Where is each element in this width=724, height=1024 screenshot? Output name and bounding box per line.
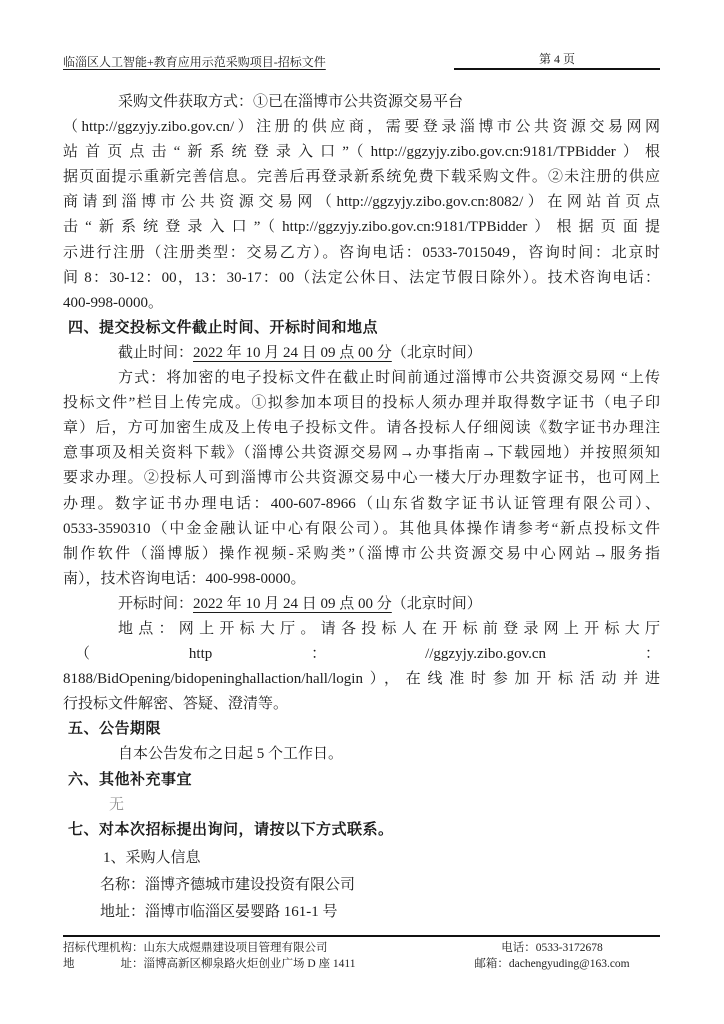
opening-hall-url-line (63, 642, 660, 667)
header-title: 临淄区人工智能+教育应用示范采购项目-招标文件 (63, 55, 326, 69)
opening-time-date: 2022 年 10 月 24 日 09 点 00 分 (193, 595, 392, 612)
section-6-heading: 六、其他补充事宜 (68, 771, 193, 788)
section-7-heading: 七、对本次招标提出询问，请按以下方式联系。 (68, 821, 394, 838)
url-colon: ： (311, 646, 327, 663)
method-line: 南），技术咨询电话：400-998-0000。 (63, 570, 306, 587)
method-line: 0533-3590310（中金金融认证中心有限公司）。其他具体操作请参考“新点投标文件 (63, 520, 660, 537)
method-line: 制作软件（淄博版）操作视频-采购类”（淄博市公共资源交易中心网站→服务指 (63, 545, 660, 562)
method-line: 章）后，方可加密生成及上传电子投标文件。请各投标人仔细阅读《数字证书办理注 (63, 420, 660, 437)
section-5-content: 自本公告发布之日起 5 个工作日。 (118, 746, 344, 763)
acquisition-line: 击“新系统登录入口”（http://ggzyjy.zibo.gov.cn:9181/TPBidder）根据页面提 (63, 219, 660, 236)
section-6-content: 无 (109, 796, 125, 813)
acquisition-line: 商请到淄博市公共资源交易网（http://ggzyjy.zibo.gov.cn:8082/）在网站首页点 (63, 194, 660, 211)
section-5-heading: 五、公告期限 (68, 721, 162, 738)
purchaser-info-title: 1、采购人信息 (103, 849, 201, 866)
url-scheme: http (188, 646, 213, 663)
document-body (63, 90, 660, 925)
acquisition-line: 据页面提示重新完善信息。完善后再登录新系统免费下载采购文件。②未注册的供应 (63, 169, 660, 186)
method-line: 意事项及相关资料下载》（淄博公共资源交易网→办事指南→下载园地）并按照须知 (63, 445, 660, 462)
closing-line: 行投标文件解密、答疑、澄清等。 (63, 696, 289, 713)
method-line: 办理。数字证书办理电话：400-607-8966（山东省数字证书认证管理有限公司）、 (63, 495, 660, 512)
opening-time-line (63, 592, 660, 617)
url-host: //ggzyjy.zibo.gov.cn (425, 646, 547, 663)
purchaser-address: 地址：淄博市临淄区晏婴路 161-1 号 (100, 904, 338, 920)
footer-email: 邮箱：dachengyuding@163.com (474, 958, 630, 970)
deadline-label: 截止时间： (118, 344, 194, 361)
method-line: 方式：将加密的电子投标文件在截止时间前通过淄博市公共资源交易网 “上传 (118, 370, 660, 387)
page-header (63, 52, 660, 70)
method-line: 要求办理。②投标人可到淄博市公共资源交易中心一楼大厅办理数字证书，也可网上 (63, 470, 660, 487)
acquisition-line: 间 8：30-12：00，13：30-17：00（法定公休日、法定节假日除外）。技术咨询电话： (63, 269, 660, 286)
location-line: 地点：网上开标大厅。请各投标人在开标前登录网上开标大厅 (118, 620, 660, 637)
acquisition-line: 400-998-0000。 (63, 294, 163, 311)
opening-time-timezone: （北京时间） (391, 595, 482, 612)
url-open-paren: （ (75, 646, 91, 663)
section-4-heading: 四、提交投标文件截止时间、开标时间和地点 (68, 319, 379, 336)
opening-time-label: 开标时间： (118, 595, 194, 612)
page-footer (63, 935, 660, 972)
deadline-timezone: （北京时间） (391, 344, 482, 361)
footer-agency: 招标代理机构：山东大成煜鼎建设项目管理有限公司 (63, 942, 328, 954)
acquisition-line: 采购文件获取方式：①已在淄博市公共资源交易平台 (118, 94, 464, 110)
page-number: 第 4 页 (454, 52, 660, 70)
deadline-date: 2022 年 10 月 24 日 09 点 00 分 (193, 344, 392, 361)
method-line: 投标文件”栏目上传完成。①拟参加本项目的投标人须办理并取得数字证书（电子印 (63, 395, 660, 412)
acquisition-line: （http://ggzyjy.zibo.gov.cn/）注册的供应商，需要登录淄博市公共资源交易网网 (63, 119, 660, 136)
footer-agency-address: 地 址：淄博高新区柳泉路火炬创业广场 D 座 1411 (63, 958, 356, 970)
url-tail-line: 8188/BidOpening/bidopeninghallaction/hall/login），在线准时参加开标活动并进 (63, 671, 660, 688)
acquisition-line: 示进行注册（注册类型：交易乙方）。咨询电话：0533-7015049，咨询时间：北京时 (63, 244, 660, 261)
purchaser-name: 名称：淄博齐德城市建设投资有限公司 (100, 876, 356, 893)
acquisition-line: 站首页点击“新系统登录入口”（http://ggzyjy.zibo.gov.cn:9181/TPBidder）根 (63, 144, 660, 161)
footer-phone: 电话：0533-3172678 (501, 942, 603, 954)
url-colon: ： (644, 646, 660, 663)
deadline-line (63, 341, 660, 366)
